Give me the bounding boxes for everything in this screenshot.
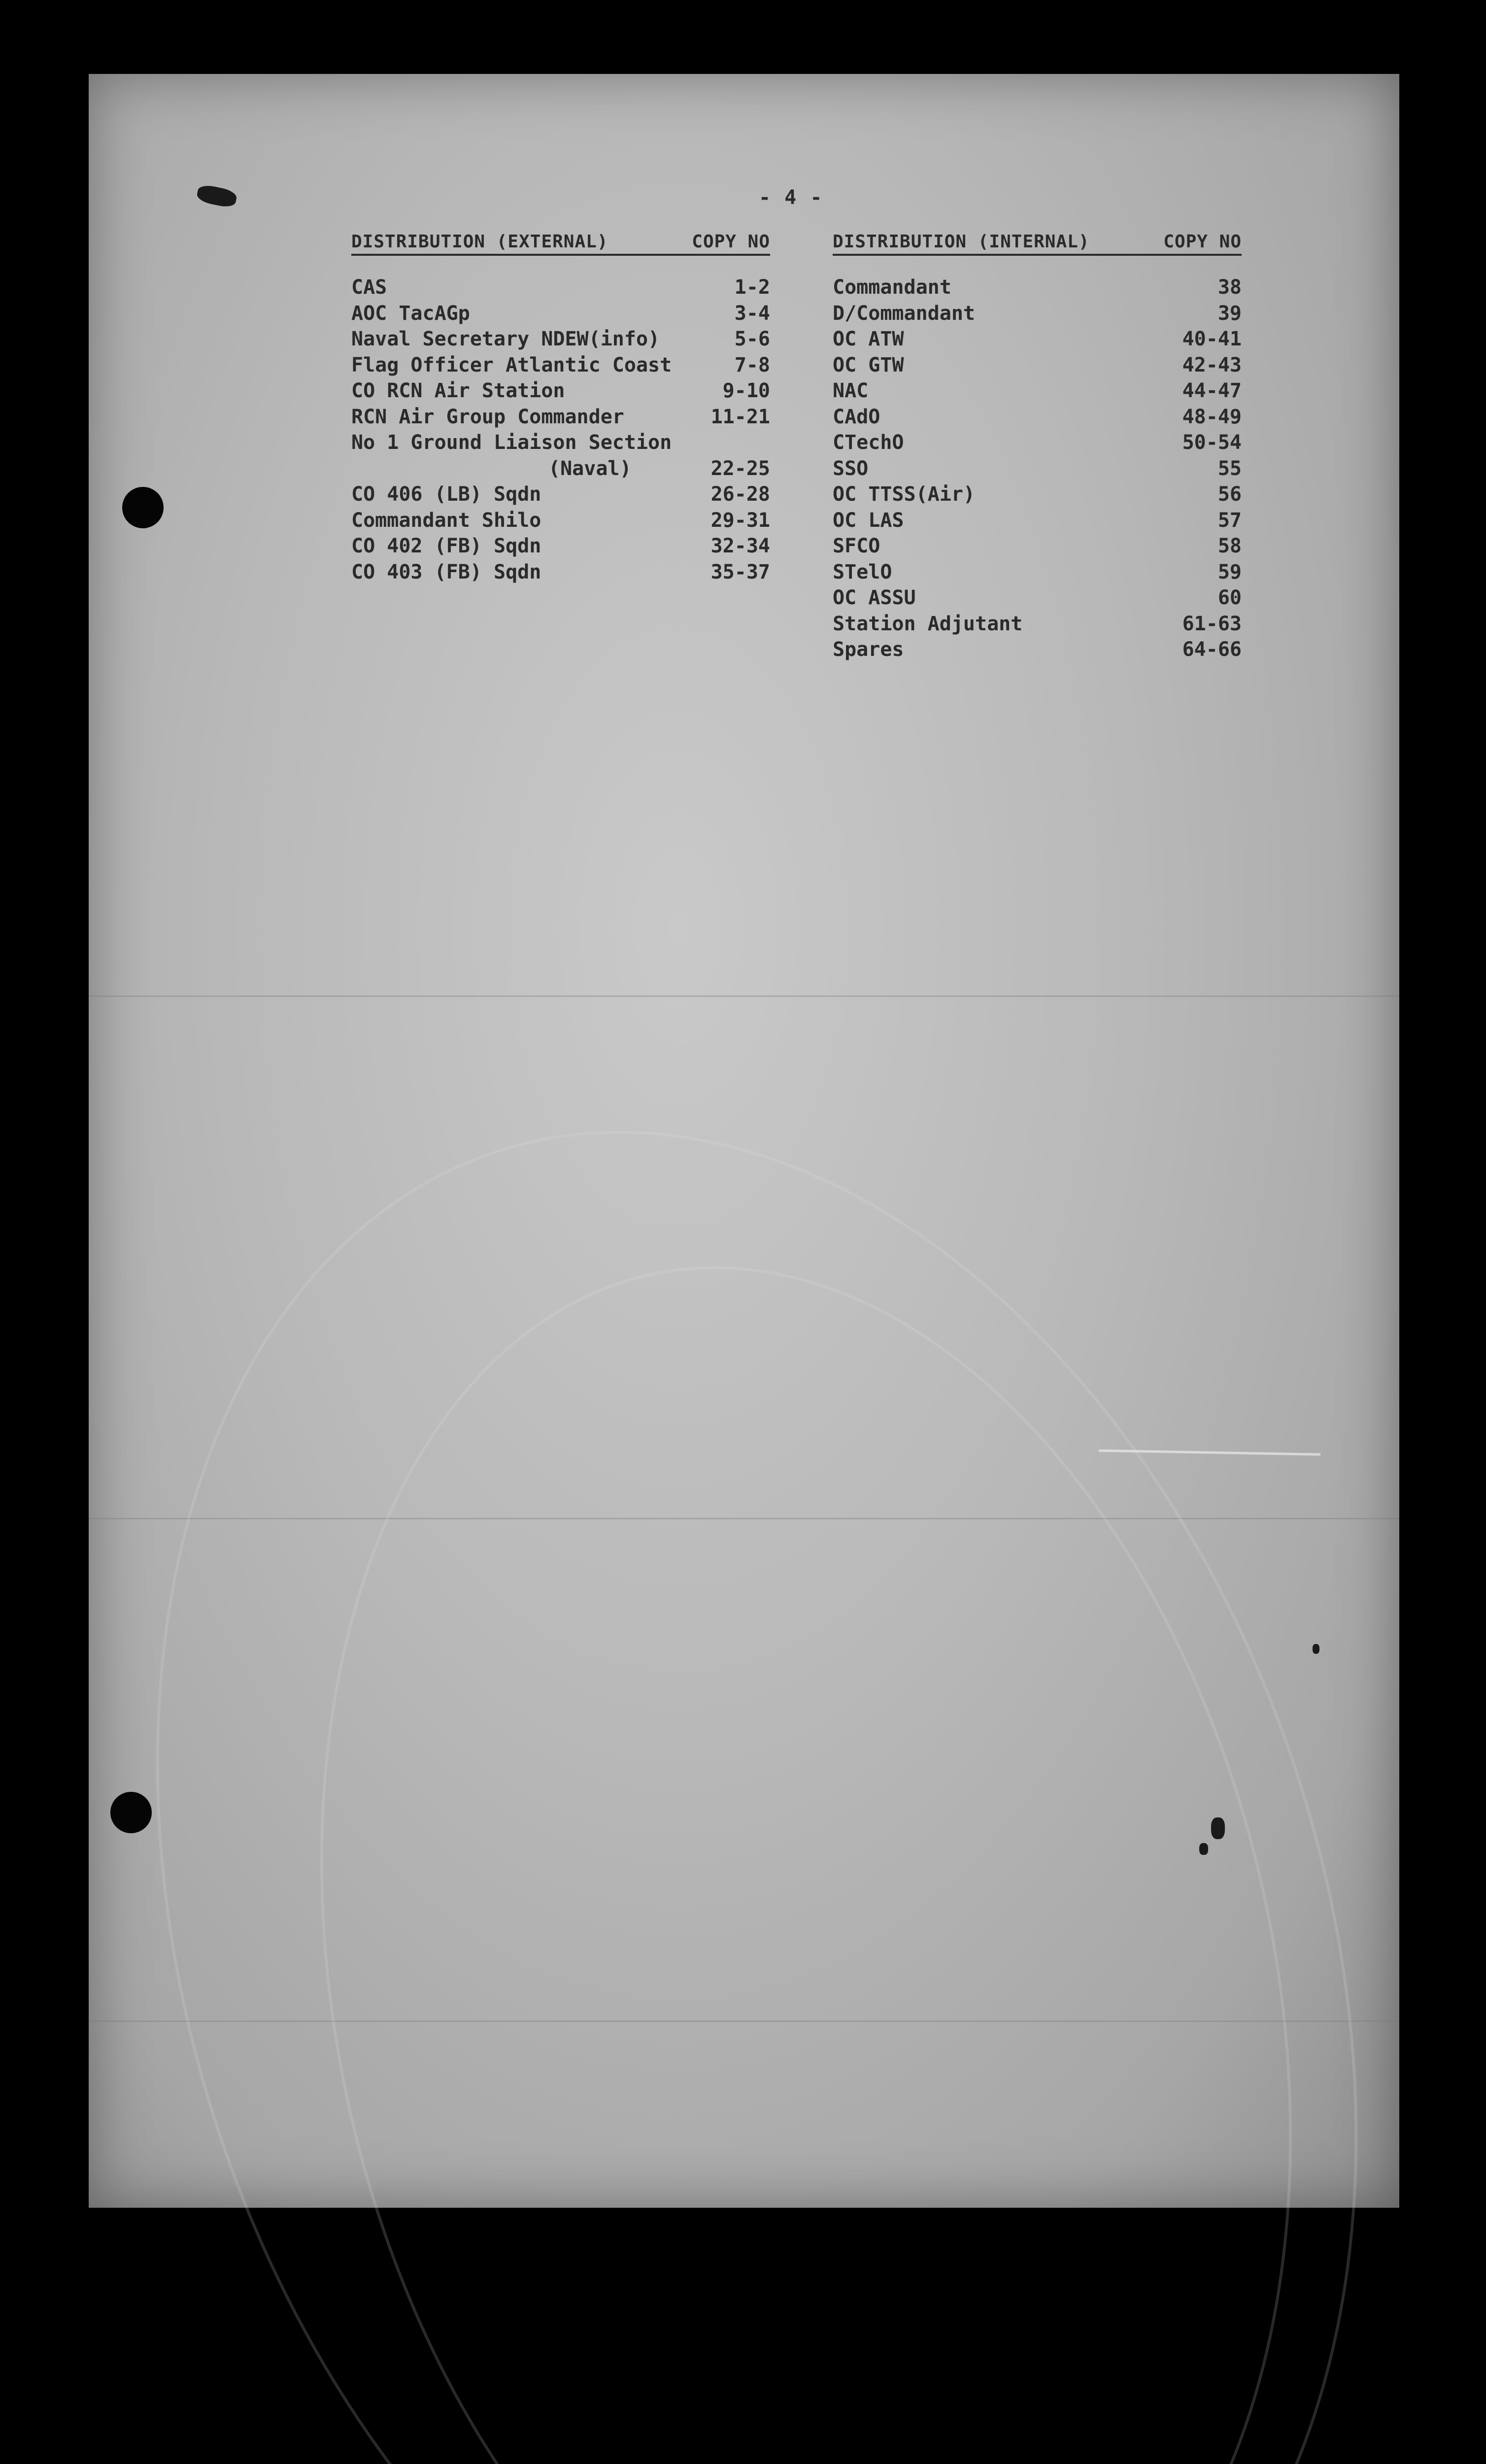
list-item [351, 481, 770, 508]
copy-number: 32-34 [710, 535, 770, 557]
copy-number: 7-8 [734, 353, 770, 376]
recipient: CAS [351, 276, 387, 299]
recipient: D/Commandant [833, 302, 975, 325]
internal-header-copy: COPY NO [1163, 232, 1242, 252]
copy-number: 60 [1217, 586, 1242, 609]
list-item [351, 533, 770, 559]
list-item [351, 301, 770, 327]
list-item [833, 404, 1242, 430]
external-distribution-list [351, 232, 770, 585]
copy-number: 11-21 [710, 405, 770, 428]
list-item [833, 611, 1242, 637]
copy-number: 40-41 [1182, 328, 1242, 350]
ink-spot [1211, 1817, 1225, 1839]
recipient: OC LAS [833, 509, 904, 532]
list-item [351, 559, 770, 585]
copy-number: 3-4 [734, 302, 770, 325]
recipient: Spares [833, 638, 904, 661]
punch-hole [122, 487, 164, 528]
list-item [351, 456, 770, 482]
copy-number: 50-54 [1182, 431, 1242, 454]
ink-spot [1199, 1843, 1208, 1855]
punch-hole [110, 1792, 152, 1833]
external-header-copy: COPY NO [692, 232, 770, 252]
recipient: CO 403 (FB) Sqdn [351, 560, 541, 583]
ink-spot [1313, 1644, 1319, 1654]
copy-number: 39 [1217, 302, 1242, 325]
recipient: No 1 Ground Liaison Section [351, 431, 672, 454]
recipient: AOC TacAGp [351, 302, 470, 325]
copy-number: 56 [1217, 483, 1242, 506]
list-item [833, 274, 1242, 301]
recipient: CO RCN Air Station [351, 379, 565, 402]
copy-number: 26-28 [710, 483, 770, 506]
list-item [833, 559, 1242, 585]
recipient: OC ASSU [833, 586, 916, 609]
internal-header-title: DISTRIBUTION (INTERNAL) [833, 232, 1090, 252]
copy-number: 35-37 [710, 560, 770, 583]
list-item [351, 352, 770, 378]
list-item [351, 404, 770, 430]
copy-number: 58 [1217, 535, 1242, 557]
list-item [833, 430, 1242, 456]
recipient: CAdO [833, 405, 880, 428]
list-item [833, 456, 1242, 482]
list-item [351, 274, 770, 301]
recipient: Naval Secretary NDEW(info) [351, 328, 660, 350]
copy-number: 9-10 [722, 379, 770, 402]
recipient: OC GTW [833, 353, 904, 376]
recipient: CTechO [833, 431, 904, 454]
list-item [833, 301, 1242, 327]
recipient: OC ATW [833, 328, 904, 350]
page-number: - 4 - [759, 186, 823, 209]
internal-header [833, 232, 1242, 256]
recipient: Flag Officer Atlantic Coast [351, 353, 672, 376]
recipient: NAC [833, 379, 869, 402]
fold-line [89, 995, 1399, 997]
list-item [351, 326, 770, 352]
copy-number: 57 [1217, 509, 1242, 532]
recipient: OC TTSS(Air) [833, 483, 975, 506]
list-item [833, 352, 1242, 378]
list-item [833, 637, 1242, 663]
copy-number: 5-6 [734, 328, 770, 350]
copy-number: 22-25 [710, 457, 770, 480]
recipient: CO 406 (LB) Sqdn [351, 483, 541, 506]
list-item [351, 430, 770, 456]
external-header [351, 232, 770, 256]
recipient: CO 402 (FB) Sqdn [351, 535, 541, 557]
list-item [833, 326, 1242, 352]
recipient: SSO [833, 457, 869, 480]
list-item [351, 378, 770, 404]
recipient: SFCO [833, 535, 880, 557]
recipient: (Naval) [548, 457, 632, 480]
list-item [833, 585, 1242, 611]
internal-distribution-list [833, 232, 1242, 663]
recipient: Commandant Shilo [351, 509, 541, 532]
copy-number: 44-47 [1182, 379, 1242, 402]
copy-number: 38 [1217, 276, 1242, 299]
list-item [351, 508, 770, 534]
copy-number: 48-49 [1182, 405, 1242, 428]
copy-number: 29-31 [710, 509, 770, 532]
copy-number: 42-43 [1182, 353, 1242, 376]
recipient: Commandant [833, 276, 951, 299]
recipient: STelO [833, 560, 892, 583]
copy-number: 55 [1217, 457, 1242, 480]
copy-number: 64-66 [1182, 638, 1242, 661]
recipient: Station Adjutant [833, 612, 1023, 635]
list-item [833, 378, 1242, 404]
external-header-title: DISTRIBUTION (EXTERNAL) [351, 232, 608, 252]
copy-number: 59 [1217, 560, 1242, 583]
copy-number: 61-63 [1182, 612, 1242, 635]
list-item [833, 508, 1242, 534]
list-item [833, 481, 1242, 508]
copy-number: 1-2 [734, 276, 770, 299]
list-item [833, 533, 1242, 559]
recipient: RCN Air Group Commander [351, 405, 624, 428]
